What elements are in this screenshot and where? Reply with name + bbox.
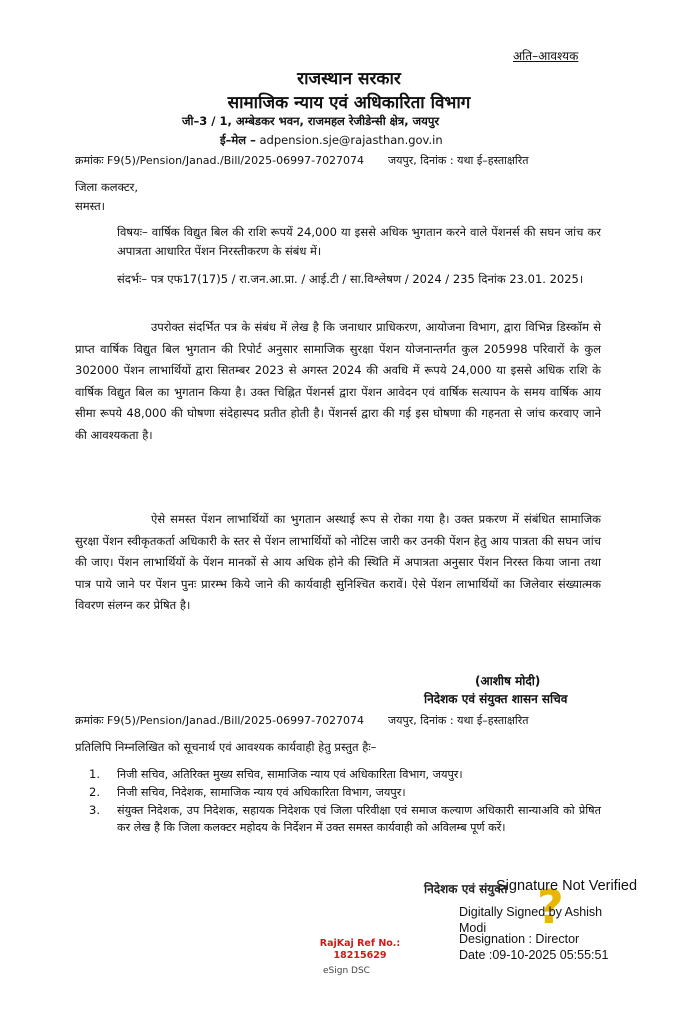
subject-text: वार्षिक विद्युत बिल की राशि रूपयें 24,000 या इससे अधिक भुगतान करने वाले पेंशनर्स की सघन जांच कर अपात्रता आधारित पेंशन निरस्तीकरण के संबंध में। xyxy=(117,225,601,258)
signature-date: Date :09-10-2025 05:55:51 xyxy=(459,948,609,962)
addressee-line1: जिला कलक्टर, xyxy=(75,180,138,194)
signed-by-cont: Modi xyxy=(459,921,487,935)
signature-designation: Designation : Director xyxy=(459,932,580,946)
copy-item-number: 1. xyxy=(89,767,100,781)
government-title: राजस्थान सरकार xyxy=(297,69,401,89)
copy-item-number: 3. xyxy=(89,803,100,817)
rajkaj-reference xyxy=(305,938,415,962)
copy-item-number: 2. xyxy=(89,785,100,799)
addressee xyxy=(75,178,138,216)
email-label: ई–मेल – xyxy=(220,133,256,147)
signed-by: Digitally Signed by Ashish xyxy=(459,905,603,919)
subject-block xyxy=(117,223,601,261)
reference-code: F9(5)/Pension/Janad./Bill/2025-06997-7027074 xyxy=(107,154,365,167)
addressee-line2: समस्त। xyxy=(75,199,106,213)
body-paragraph-1: उपरोक्त संदर्भित पत्र के संबंध में लेख है कि जनाधार प्राधिकरण, आयोजना विभाग, द्वारा विभिन्न डिस्कॉम से प्राप्त वार्षिक विद्युत बिल भुगतान की रिपोर्ट अनुसार सामाजिक सुरक्षा पेंशन योजनान्तर्गत कुल 205998 परिवारों के कुल 302000 पेंशन लाभार्थियों द्वारा सितम्बर 2023 से अगस्त 2024 की अवधि में रूपये 24,000 या इससे अधिक राशि के वार्षिक विद्युत बिल का भुगतान किया है। उक्त चिह्नित पेंशनर्स द्वारा पेंशन आवेदन एवं वार्षिक सत्यापन के समय वार्षिक आय सीमा रूपये 48,000 की घोषणा संदेहास्पद प्रतीत होती है। पेंशनर्स द्वारा की गई इस घोषणा की गहनता से जांच करवाए जाने की आवश्यकता है। xyxy=(75,320,601,442)
signatory-name: (आशीष मोदी) xyxy=(475,674,541,688)
context-text: पत्र एफ17(17)5 / रा.जन.आ.प्रा. / आई.टी / सा.विश्लेषण / 2024 / 235 दिनांक 23.01. 2025। xyxy=(150,272,584,286)
reference-label-2: क्रमांकः xyxy=(75,714,104,727)
reference-number xyxy=(75,153,364,168)
email-address[interactable]: adpension.sje@rajasthan.gov.in xyxy=(259,133,443,147)
reference-place-date-2: जयपुर, दिनांक : यथा ई–हस्ताक्षरित xyxy=(388,714,529,727)
copy-intro: प्रतिलिपि निम्नलिखित को सूचनार्थ एवं आवश्यक कार्यवाही हेतु प्रस्तुत हैः– xyxy=(75,740,377,754)
subject-label: विषयः– xyxy=(117,225,148,239)
signatory-designation: निदेशक एवं संयुक्त शासन सचिव xyxy=(424,692,568,706)
reference-label: क्रमांकः xyxy=(75,154,104,167)
copy-item: निजी सचिव, निदेशक, सामाजिक न्याय एवं अधिकारिता विभाग, जयपुर। xyxy=(117,786,406,799)
body-paragraph-2: ऐसे समस्त पेंशन लाभार्थियों का भुगतान अस्थाई रूप से रोका गया है। उक्त प्रकरण में संबंधित सामाजिक सुरक्षा पेंशन स्वीकृतकर्ता अधिकारी के स्तर से पेंशन लाभार्थियों को नोटिस जारी कर उनकी पेंशन हेतु आय पात्रता की सघन जांच की जाए। पेंशन लाभार्थियों के पेंशन मानकों से आय अधिक होने की स्थिति में अपात्रता अनुसार पेंशन निरस्त किया जाना तथा पात्र पाये जाने पर पेंशन पुनः प्रारम्भ किये जाने की कार्यवाही सुनिश्चित करावें। ऐसे पेंशन लाभार्थियों का जिलेवार संख्यात्मक विवरण संलग्न कर प्रेषित है। xyxy=(75,512,601,612)
signature-status: Signature Not Verified xyxy=(496,878,638,894)
question-mark-icon: ? xyxy=(537,880,564,934)
reference-place-date: जयपुर, दिनांक : यथा ई–हस्ताक्षरित xyxy=(388,154,529,167)
department-address: जी–3 / 1, अम्बेडकर भवन, राजमहल रेजीडेन्सी क्षेत्र, जयपुर xyxy=(182,114,440,128)
context-label: संदर्भः– xyxy=(117,272,148,286)
department-title: सामाजिक न्याय एवं अधिकारिता विभाग xyxy=(227,93,471,113)
copy-item: संयुक्त निदेशक, उप निदेशक, सहायक निदेशक एवं जिला परिवीक्षा एवं समाज कल्याण अधिकारी सान्याअवि को प्रेषित कर लेख है कि जिला कलक्टर महोदय के निर्देशन में उक्त समस्त कार्यवाही को अविलम्ब पूर्ण करें। xyxy=(117,804,601,834)
copy-item: निजी सचिव, अतिरिक्त मुख्य सचिव, सामाजिक न्याय एवं अधिकारिता विभाग, जयपुर। xyxy=(117,768,463,781)
email-line xyxy=(220,133,443,148)
rajkaj-label: RajKaj Ref No.: xyxy=(319,938,401,949)
footer-designation-partial: निदेशक एवं संयुक्त xyxy=(424,882,508,896)
context-block xyxy=(117,270,601,289)
rajkaj-number: 18215629 xyxy=(333,950,387,961)
esign-label: eSign DSC xyxy=(323,966,370,976)
reference-number-2 xyxy=(75,713,364,728)
urgent-marker: अति–आवश्यक xyxy=(513,49,579,63)
reference-code-2: F9(5)/Pension/Janad./Bill/2025-06997-7027074 xyxy=(107,714,365,727)
